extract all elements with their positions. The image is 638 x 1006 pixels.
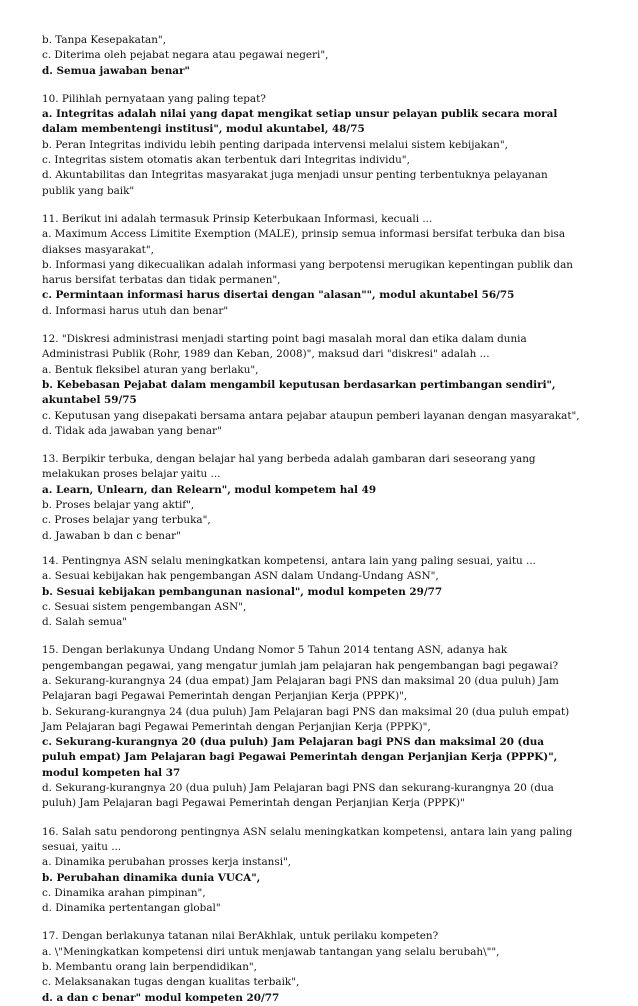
question-block-17: [42, 929, 580, 1005]
question-text: 10. Pilihlah pernyataan yang paling tepat?: [42, 92, 266, 105]
option-d: d. Dinamika pertentangan global": [42, 902, 221, 915]
option-b-answer: b. Kebebasan Pejabat dalam mengambil keputusan berdasarkan pertimbangan sendiri", akuntabel 59/75: [42, 378, 556, 407]
option-b-answer: b. Perubahan dinamika dunia VUCA",: [42, 871, 261, 884]
question-block-13: [42, 452, 580, 544]
question-text: 14. Pentingnya ASN selalu meningkatkan kompetensi, antara lain yang paling sesuai, yaitu ...: [42, 554, 536, 567]
option-a-answer: a. Integritas adalah nilai yang dapat mengikat setiap unsur pelayan publik secara moral dalam membentengi institusi", modul akuntabel, 48/75: [42, 108, 558, 136]
question-text: 16. Salah satu pendorong pentingnya ASN selalu meningkatkan kompetensi, antara lain yang paling sesuai, yaitu ...: [42, 825, 573, 853]
question-text: 13. Berpikir terbuka, dengan belajar hal yang berbeda adalah gambaran dari seseorang yang melakukan proses belajar yaitu ...: [42, 453, 536, 481]
option-d: d. Jawaban b dan c benar": [42, 529, 181, 542]
option-b: b. Membantu orang lain berpendidikan",: [42, 961, 257, 974]
option-c: c. Keputusan yang disepakati bersama antara pejabar ataupun pemberi layanan dengan masyarakat",: [42, 409, 580, 422]
option-d-answer: d. Semua jawaban benar": [42, 64, 190, 77]
option-c: c. Dinamika arahan pimpinan",: [42, 886, 206, 899]
option-a: a. Maximum Access Limitite Exemption (MALE), prinsip semua informasi bersifat terbuka dan bisa diakses masyarakat",: [42, 228, 566, 256]
option-c-answer: c. Sekurang-kurangnya 20 (dua puluh) Jam Pelajaran bagi PNS dan maksimal 20 (dua puluh empat) Jam Pelajaran bagi Pegawai Pemerintah dengan Perjanjian Kerja (PPPK)", modul kompeten hal 37: [42, 736, 558, 779]
option-b: b. Sekurang-kurangnya 24 (dua puluh) Jam Pelajaran bagi PNS dan maksimal 20 (dua puluh empat) Jam Pelajaran bagi Pegawai Pemerintah dengan Perjanjian Kerja (PPPK)",: [42, 705, 570, 733]
question-text: 11. Berikut ini adalah termasuk Prinsip Keterbukaan Informasi, kecuali ...: [42, 212, 433, 225]
question-block-12: [42, 332, 580, 439]
question-text: 12. "Diskresi administrasi menjadi starting point bagi masalah moral dan etika dalam dunia Administrasi Publik (Rohr, 1989 dan Keban, 2008)", maksud dari "diskresi" adalah ...: [42, 333, 527, 361]
option-b: b. Proses belajar yang aktif",: [42, 499, 195, 512]
option-c: c. Sesuai sistem pengembangan ASN",: [42, 600, 247, 613]
question-block-9: [42, 33, 580, 79]
option-c-answer: c. Permintaan informasi harus disertai dengan "alasan"", modul akuntabel 56/75: [42, 289, 515, 302]
option-b: b. Tanpa Kesepakatan",: [42, 34, 167, 46]
question-block-16: [42, 825, 580, 917]
option-a: a. Sesuai kebijakan hak pengembangan ASN dalam Undang-Undang ASN",: [42, 570, 439, 583]
question-text: 17. Dengan berlakunya tatanan nilai BerAkhlak, untuk perilaku kompeten?: [42, 930, 439, 943]
question-block-15: [42, 643, 580, 811]
option-b: b. Informasi yang dikecualikan adalah informasi yang berpotensi merugikan kepentingan publik dan harus bersifat terbatas dan tidak permanen",: [42, 258, 573, 287]
option-c: c. Diterima oleh pejabat negara atau pegawai negeri",: [42, 49, 329, 62]
question-text: 15. Dengan berlakunya Undang Undang Nomor 5 Tahun 2014 tentang ASN, adanya hak pengembangan pegawai, yang mengatur jumlah jam pelajaran hak pengembangan bagi pegawai?: [42, 644, 559, 672]
option-b-answer: b. Sesuai kebijakan pembangunan nasional", modul kompeten 29/77: [42, 585, 443, 598]
question-block-11: [42, 212, 580, 319]
option-c: c. Proses belajar yang terbuka",: [42, 514, 211, 527]
question-block-10: [42, 92, 580, 199]
option-a: a. Dinamika perubahan prosses kerja instansi",: [42, 856, 292, 869]
question-block-14: [42, 554, 580, 630]
option-d: d. Akuntabilitas dan Integritas masyarakat juga menjadi unsur penting terbentuknya pelayanan publik yang baik": [42, 169, 548, 197]
option-a: a. Bentuk fleksibel aturan yang berlaku",: [42, 363, 259, 376]
option-d: d. Sekurang-kurangnya 20 (dua puluh) Jam Pelajaran bagi PNS dan sekurang-kurangnya 20 (dua puluh) Jam Pelajaran bagi Pegawai Pemerintah dengan Perjanjian Kerja (PPPK)": [42, 782, 554, 810]
option-c: c. Melaksanakan tugas dengan kualitas terbaik",: [42, 976, 300, 989]
option-a: a. \"Meningkatkan kompetensi diri untuk menjawab tantangan yang selalu berubah\"",: [42, 945, 500, 958]
option-a: a. Sekurang-kurangnya 24 (dua empat) Jam Pelajaran bagi PNS dan maksimal 20 (dua puluh) Jam Pelajaran bagi Pegawai Pemerintah dengan Perjanjian Kerja (PPPK)",: [42, 674, 559, 703]
option-d: d. Informasi harus utuh dan benar": [42, 304, 229, 317]
option-a-answer: a. Learn, Unlearn, dan Relearn", modul kompetem hal 49: [42, 483, 377, 496]
option-d: d. Salah semua": [42, 616, 128, 629]
option-c: c. Integritas sistem otomatis akan terbentuk dari Integritas individu",: [42, 154, 410, 167]
option-d-answer: d. a dan c benar" modul kompeten 20/77: [42, 991, 280, 1004]
option-d: d. Tidak ada jawaban yang benar": [42, 424, 222, 437]
option-b: b. Peran Integritas individu lebih penting daripada intervensi melalui sistem kebijakan",: [42, 138, 508, 151]
